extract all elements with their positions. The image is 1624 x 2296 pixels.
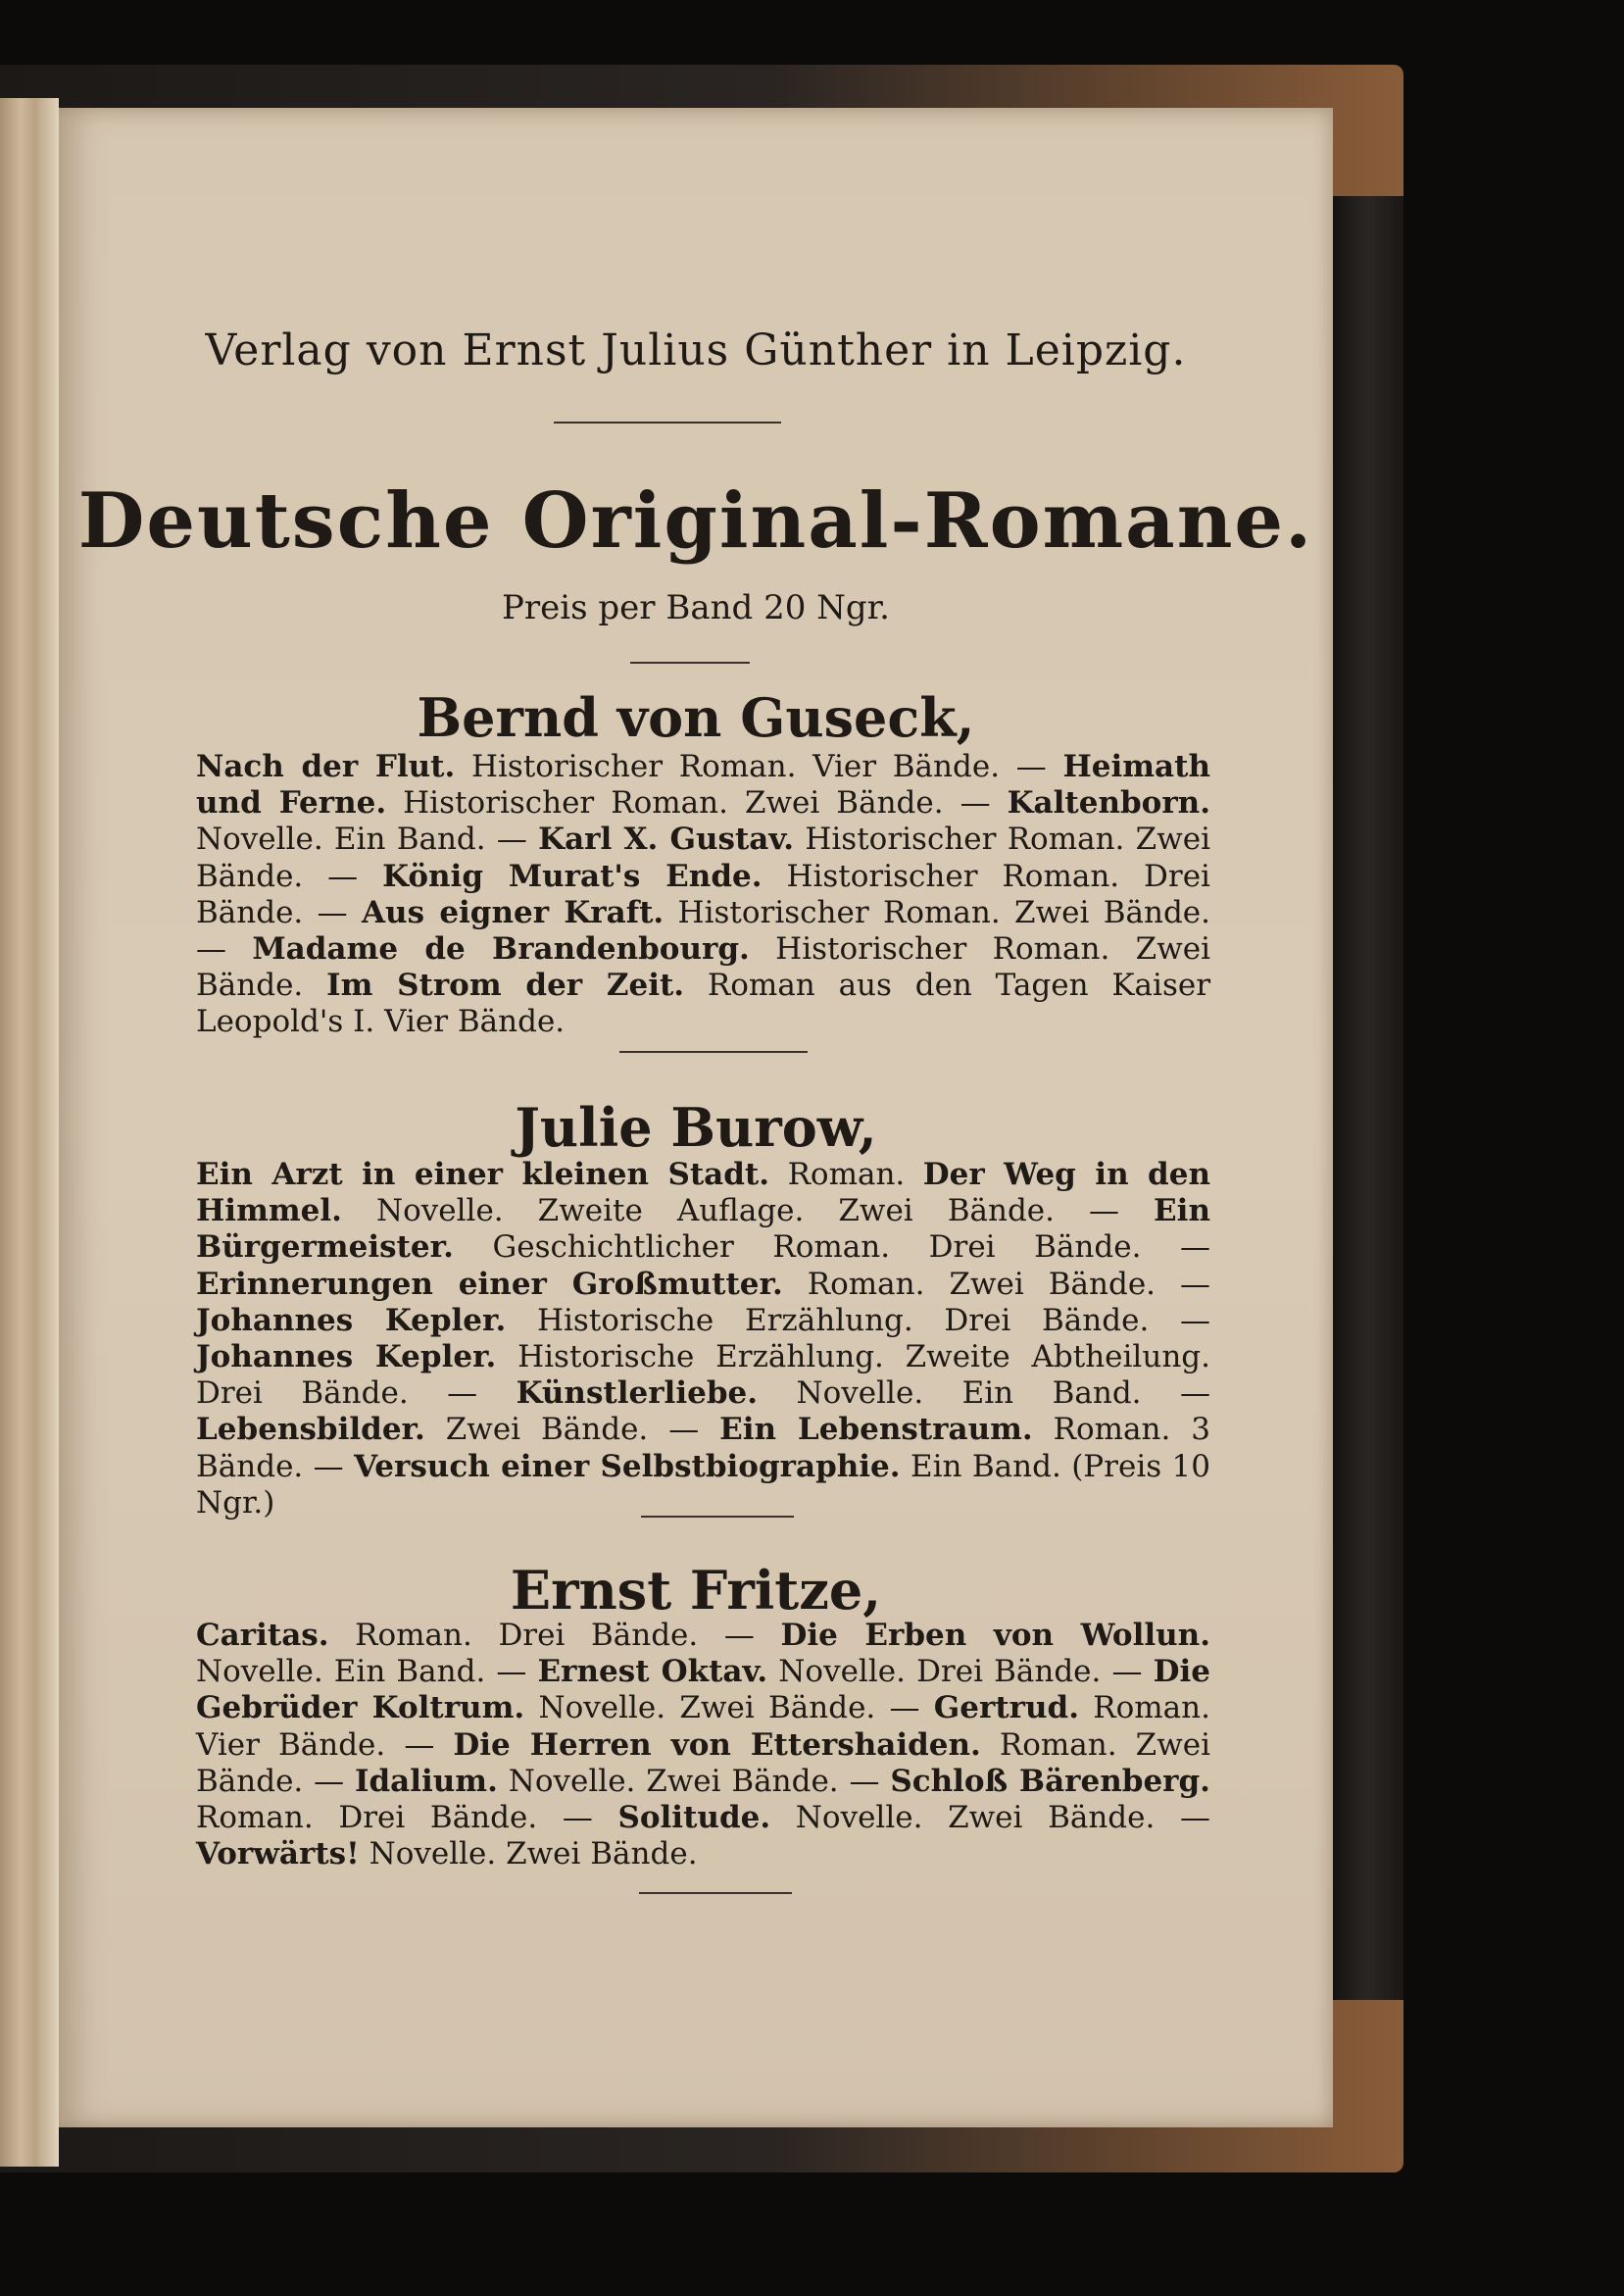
work-desc: Novelle. Zwei Bände. bbox=[369, 1836, 698, 1872]
work-desc: Novelle. Drei Bände. bbox=[778, 1654, 1102, 1690]
works-list: Nach der Flut. Historischer Roman. Vier Bände. — Heimath und Ferne. Historischer Roman. Zwei Bände. — Kaltenborn. Novelle. Ein Band. — Karl X. Gustav. Historischer Roman. Zwei Bände. — König Murat's Ende. Historischer Roman. Drei Bände. — Aus eigner Kraft. Historischer Roman. Zwei Bände. — Madame de Brandenbourg. Historischer Roman. Zwei Bände. Im Strom der Zeit. Roman aus den Tagen Kaiser Leopold's I. Vier Bände. bbox=[196, 749, 1211, 1040]
work-title: Versuch einer Selbstbiographie. bbox=[354, 1448, 901, 1484]
divider bbox=[639, 1892, 792, 1894]
work-title: Solitude. bbox=[617, 1800, 771, 1836]
work-desc: Historische Erzählung. Drei Bände. bbox=[536, 1302, 1150, 1338]
work-title: Nach der Flut. bbox=[196, 749, 456, 784]
work-title: Madame de Brandenbourg. bbox=[252, 931, 750, 968]
work-title: Die Gebrüder Koltrum. bbox=[196, 1654, 1210, 1726]
work-desc: Novelle. Zweite Auflage. Zwei Bände. bbox=[375, 1193, 1056, 1229]
work-desc: Novelle. Zwei Bände. bbox=[538, 1690, 876, 1726]
work-title: Kaltenborn. bbox=[1007, 785, 1210, 822]
work-title: Ein Lebenstraum. bbox=[719, 1412, 1033, 1448]
work-title: Ernest Oktav. bbox=[537, 1654, 768, 1690]
author-heading: Julie Burow, bbox=[515, 1096, 877, 1159]
work-desc: Historischer Roman. Zwei Bände. bbox=[403, 785, 944, 822]
work-title: Schloß Bärenberg. bbox=[890, 1763, 1210, 1799]
divider bbox=[641, 1516, 794, 1518]
work-title: König Murat's Ende. bbox=[382, 858, 763, 894]
series-title: Deutsche Original-Romane. bbox=[77, 476, 1314, 566]
work-desc: Historischer Roman. Vier Bände. bbox=[470, 749, 1001, 784]
work-desc: Novelle. Ein Band. bbox=[196, 822, 486, 858]
work-desc: Historischer Roman. Zwei Bände. bbox=[196, 931, 1211, 1004]
work-desc: Roman. 3 Bände. bbox=[196, 1412, 1210, 1484]
work-title: Idalium. bbox=[354, 1763, 498, 1799]
divider bbox=[554, 422, 781, 424]
work-title: Der Weg in den Himmel. bbox=[196, 1157, 1210, 1229]
work-desc: Zwei Bände. bbox=[445, 1412, 649, 1448]
work-desc: Novelle. Zwei Bände. bbox=[795, 1800, 1156, 1836]
work-title: Aus eigner Kraft. bbox=[361, 894, 664, 930]
work-title: Heimath und Ferne. bbox=[196, 749, 1210, 822]
work-title: Gertrud. bbox=[933, 1690, 1079, 1726]
work-desc: Novelle. Ein Band. bbox=[796, 1375, 1142, 1412]
work-title: Caritas. bbox=[196, 1618, 329, 1653]
work-desc: Historische Erzählung. Zweite Abtheilung. Drei Bände. bbox=[196, 1339, 1210, 1412]
work-title: Vorwärts! bbox=[196, 1836, 360, 1872]
work-desc: Roman. Drei Bände. bbox=[355, 1618, 699, 1653]
work-desc: Ein Band. (Preis 10 Ngr.) bbox=[196, 1448, 1210, 1521]
work-desc: Historischer Roman. Drei Bände. bbox=[196, 858, 1210, 930]
work-title: Lebensbilder. bbox=[196, 1412, 425, 1448]
publisher-line: Verlag von Ernst Julius Günther in Leipzig. bbox=[205, 325, 1187, 375]
work-title: Im Strom der Zeit. bbox=[326, 968, 685, 1004]
work-title: Ein Arzt in einer kleinen Stadt. bbox=[196, 1157, 770, 1192]
work-title: Erinnerungen einer Großmutter. bbox=[196, 1266, 783, 1302]
works-list: Ein Arzt in einer kleinen Stadt. Roman. Der Weg in den Himmel. Novelle. Zweite Auflage. Zwei Bände. — Ein Bürgermeister. Geschichtlicher Roman. Drei Bände. — Erinnerungen einer Großmutter. Roman. Zwei Bände. — Johannes Kepler. Historische Erzählung. Drei Bände. — Johannes Kepler. Historische Erzählung. Zweite Abtheilung. Drei Bände. — Künstlerliebe. Novelle. Ein Band. — Lebensbilder. Zwei Bände. — Ein Lebenstraum. Roman. 3 Bände. — Versuch einer Selbstbiographie. Ein Band. (Preis 10 Ngr.) bbox=[196, 1157, 1211, 1521]
page-stack-edge bbox=[0, 98, 59, 2167]
divider bbox=[630, 662, 750, 664]
author-heading: Ernst Fritze, bbox=[510, 1559, 882, 1622]
work-title: Ein Bürgermeister. bbox=[196, 1193, 1210, 1266]
work-desc: Historischer Roman. Zwei Bände. bbox=[677, 894, 1211, 930]
book-spine-edge bbox=[1333, 196, 1403, 2000]
divider bbox=[619, 1051, 808, 1053]
work-desc: Roman aus den Tagen Kaiser Leopold's I. Vier Bände. bbox=[196, 968, 1211, 1040]
work-title: Künstlerliebe. bbox=[516, 1375, 759, 1412]
book-page bbox=[59, 108, 1333, 2127]
work-desc: Geschichtlicher Roman. Drei Bände. bbox=[492, 1229, 1142, 1266]
work-desc: Roman. Zwei Bände. bbox=[807, 1266, 1156, 1302]
work-title: Johannes Kepler. bbox=[196, 1339, 497, 1375]
price-line: Preis per Band 20 Ngr. bbox=[502, 588, 890, 627]
work-title: Johannes Kepler. bbox=[196, 1302, 507, 1338]
work-desc: Roman. Vier Bände. bbox=[196, 1690, 1210, 1763]
works-list: Caritas. Roman. Drei Bände. — Die Erben von Wollun. Novelle. Ein Band. — Ernest Oktav. Novelle. Drei Bände. — Die Gebrüder Koltrum. Novelle. Zwei Bände. — Gertrud. Roman. Vier Bände. — Die Herren von Ettershaiden. Roman. Zwei Bände. — Idalium. Novelle. Zwei Bände. — Schloß Bärenberg. Roman. Drei Bände. — Solitude. Novelle. Zwei Bände. — Vorwärts! Novelle. Zwei Bände. bbox=[196, 1618, 1211, 1872]
work-desc: Novelle. Ein Band. bbox=[196, 1654, 486, 1690]
work-title: Karl X. Gustav. bbox=[538, 822, 795, 858]
work-desc: Roman. Drei Bände. bbox=[196, 1800, 538, 1836]
work-desc: Novelle. Zwei Bände. bbox=[508, 1763, 839, 1799]
work-desc: Roman. Zwei Bände. bbox=[196, 1726, 1210, 1799]
work-title: Die Herren von Ettershaiden. bbox=[453, 1726, 981, 1763]
work-desc: Roman. bbox=[787, 1157, 906, 1192]
author-heading: Bernd von Guseck, bbox=[417, 686, 975, 749]
work-title: Die Erben von Wollun. bbox=[780, 1618, 1211, 1653]
work-desc: Historischer Roman. Zwei Bände. bbox=[196, 822, 1210, 894]
